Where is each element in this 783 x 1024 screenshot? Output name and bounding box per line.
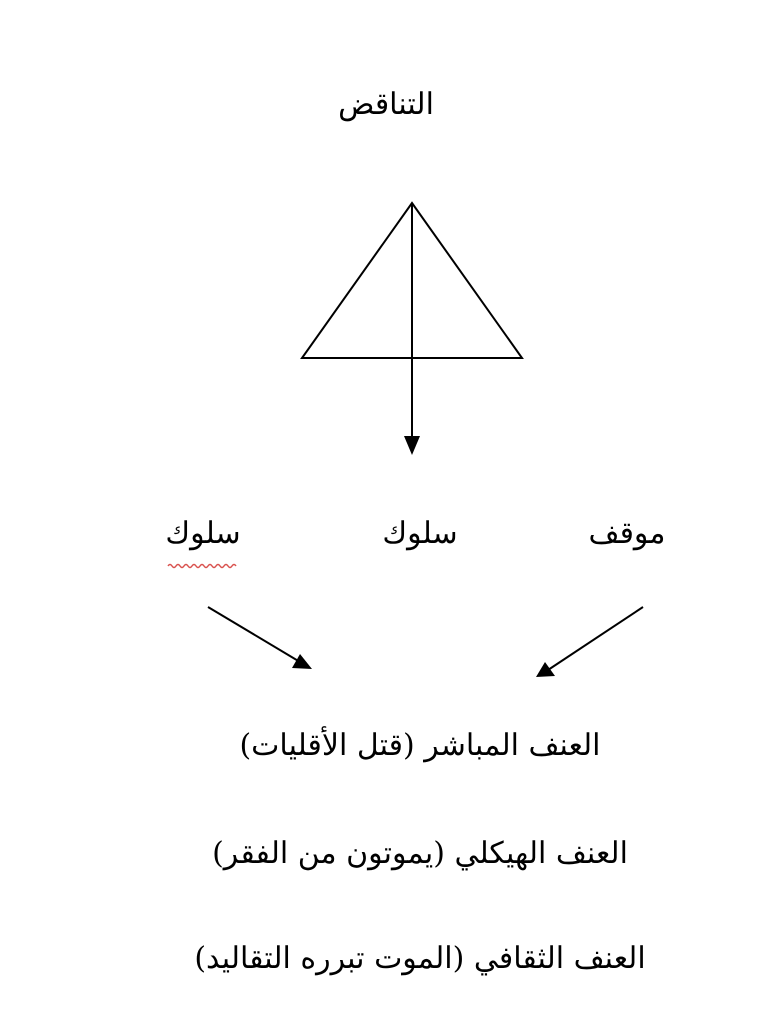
spellcheck-squiggle <box>168 565 236 568</box>
left-diagonal-arrowhead <box>292 654 312 669</box>
right-label-attitude: موقف <box>588 516 666 551</box>
top-label-contradiction: التناقض <box>338 87 434 122</box>
right-diagonal-arrowhead <box>536 662 555 677</box>
left-label-behavior: سلوك <box>165 516 241 551</box>
left-diagonal-arrow <box>208 607 300 662</box>
direct-violence-label: العنف المباشر (قتل الأقليات) <box>239 728 601 763</box>
structural-violence-label: العنف الهيكلي (يموتون من الفقر) <box>212 836 628 871</box>
apex-down-arrowhead <box>404 436 420 455</box>
cultural-violence-label: العنف الثقافي (الموت تبرره التقاليد) <box>194 941 646 976</box>
middle-label-behavior: سلوك <box>382 516 458 551</box>
right-diagonal-arrow <box>548 607 643 670</box>
